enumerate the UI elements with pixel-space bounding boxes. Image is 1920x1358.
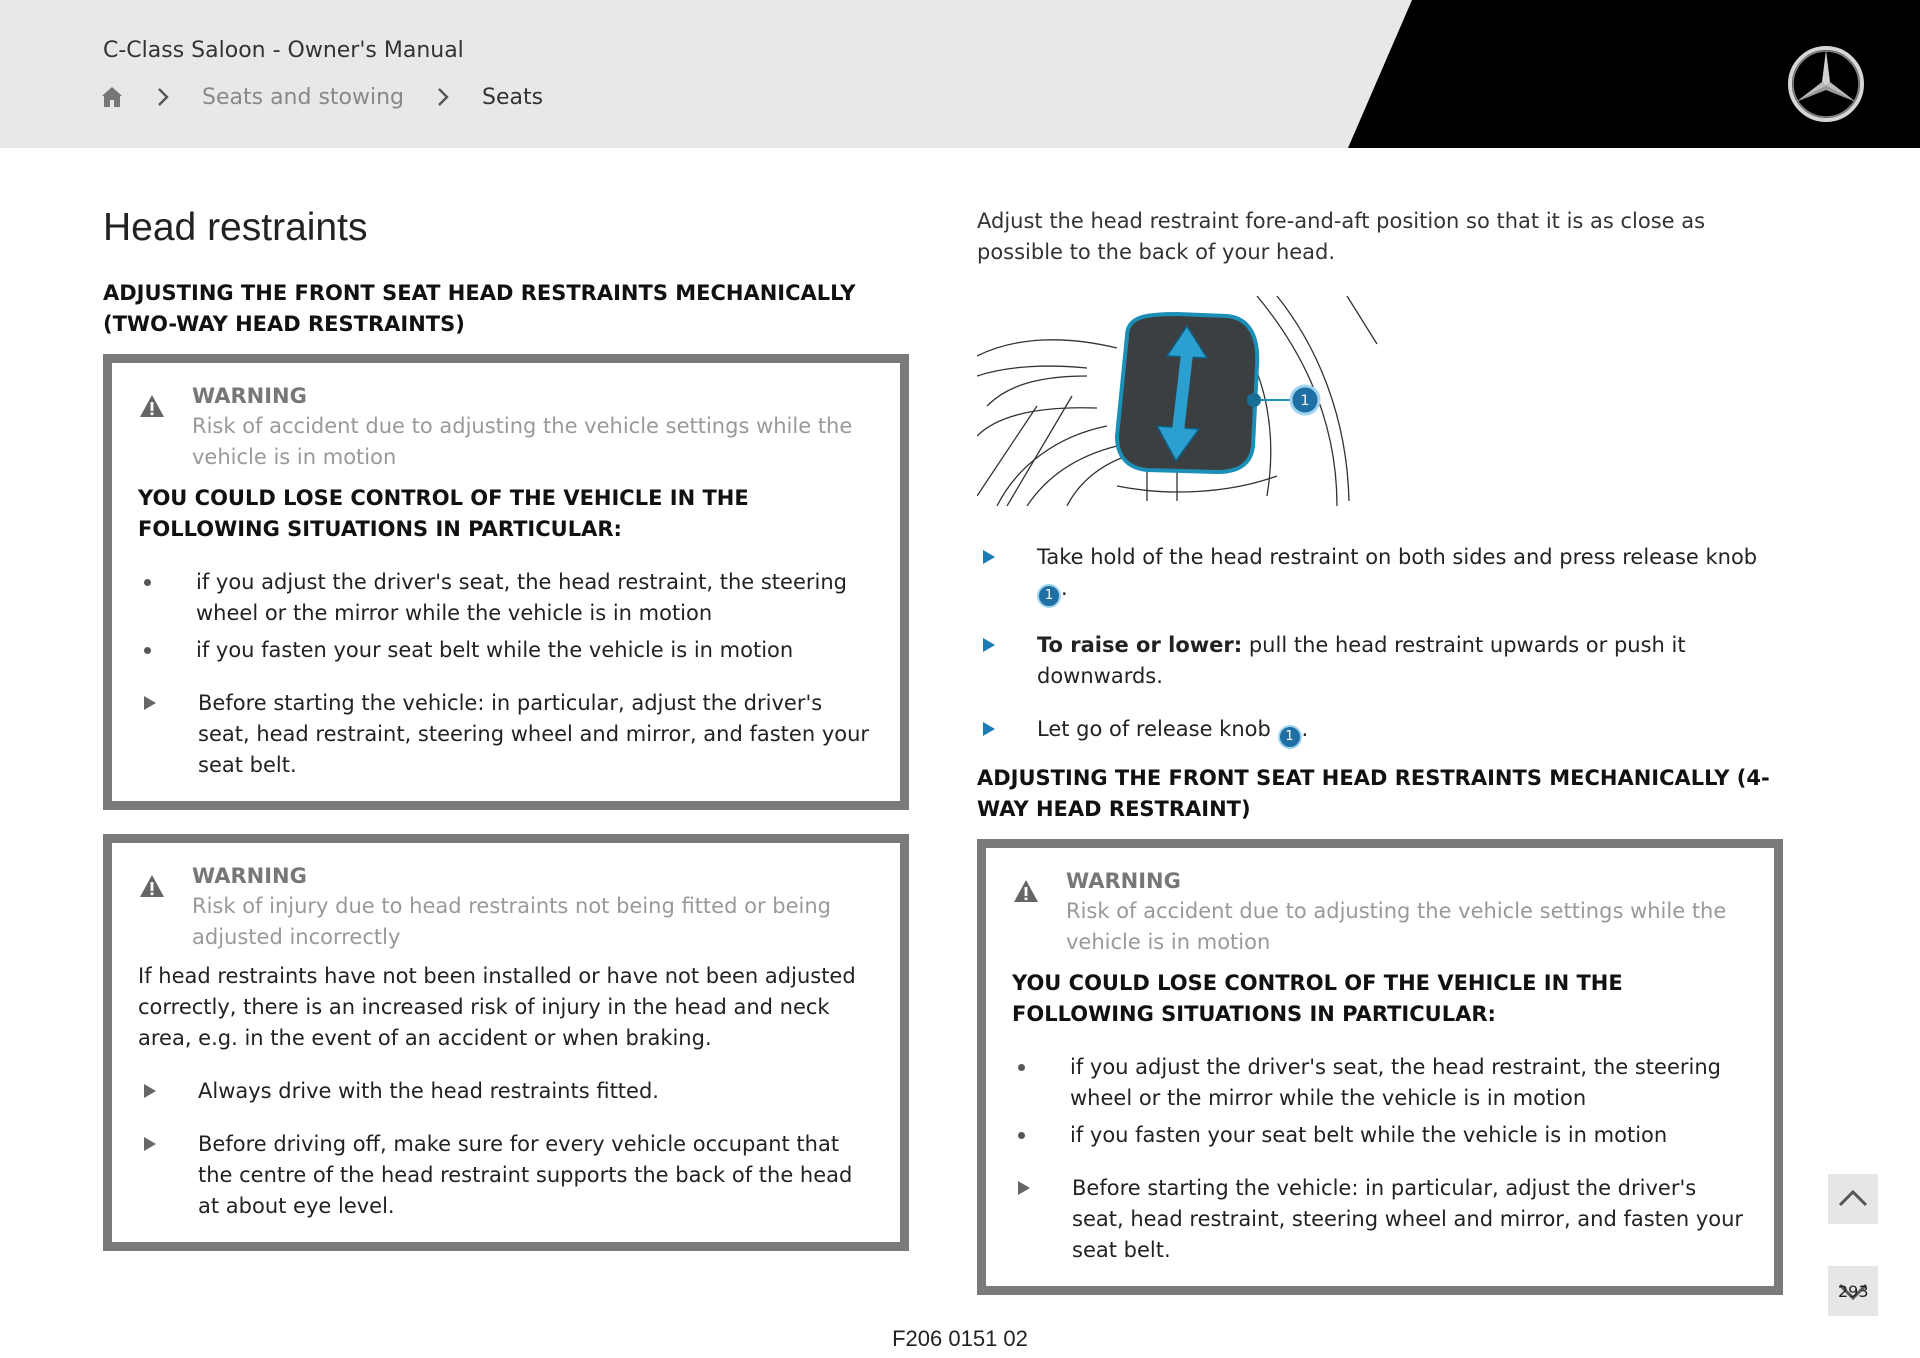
instruction-step: Before driving off, make sure for every vehicle occupant that the centre of the head restraint supports the back of the head at about eye level. [138,1129,874,1222]
breadcrumb-current-seats: Seats [482,84,544,110]
instruction-step: Before starting the vehicle: in particular, adjust the driver's seat, head restraint, steering wheel and mirror, and fasten your seat belt. [138,688,874,781]
warning-subtitle: Risk of accident due to adjusting the vehicle settings while the vehicle is in motion [1066,899,1727,954]
head-restraint-illustration [977,296,1397,506]
warning-title: WARNING [192,384,307,408]
list-item: if you fasten your seat belt while the vehicle is in motion [1012,1120,1748,1151]
list-item: if you fasten your seat belt while the vehicle is in motion [138,635,874,666]
warning-header [138,861,874,953]
bullet-dot-icon [144,579,151,586]
list-item: if you adjust the driver's seat, the head restraint, the steering wheel or the mirror while the vehicle is in motion [1012,1052,1748,1114]
release-knob-marker: 1 [1278,725,1302,749]
list-item: if you adjust the driver's seat, the head restraint, the steering wheel or the mirror while the vehicle is in motion [138,567,874,629]
instruction-step: Let go of release knob 1 . [977,714,1783,749]
release-knob-marker: 1 [1037,584,1061,608]
step-arrow-icon [144,696,156,710]
chevron-right-icon [156,87,170,107]
section-heading-four-way: ADJUSTING THE FRONT SEAT HEAD RESTRAINTS MECHANICALLY (4-WAY HEAD RESTRAINT) [977,766,1770,821]
instruction-step: Take hold of the head restraint on both sides and press release knob 1 . [977,542,1783,608]
breadcrumb [100,82,543,112]
chevron-up-icon [1828,1174,1878,1224]
step-arrow-icon [983,638,995,652]
callout-number: 1 [1300,393,1310,409]
instruction-step: To raise or lower: pull the head restraint upwards or push it downwards. [977,630,1783,692]
scroll-up-button[interactable] [1828,1174,1878,1224]
chevron-right-icon [436,87,450,107]
warning-box-accident [103,354,909,810]
right-column [977,206,1783,1319]
warning-triangle-icon [138,873,166,899]
instruction-step: Before starting the vehicle: in particular, adjust the driver's seat, head restraint, steering wheel and mirror, and fasten your seat belt. [1012,1173,1748,1266]
warning-triangle-icon [1012,878,1040,904]
warning-caps-text: YOU COULD LOSE CONTROL OF THE VEHICLE IN THE FOLLOWING SITUATIONS IN PARTICULAR: [1012,971,1623,1026]
step-arrow-icon [983,550,995,564]
warning-bullet-list [1012,1052,1748,1151]
warning-header [1012,866,1748,958]
warning-bullet-list [138,567,874,666]
warning-caps-text: YOU COULD LOSE CONTROL OF THE VEHICLE IN THE FOLLOWING SITUATIONS IN PARTICULAR: [138,486,749,541]
breadcrumb-link-seats-and-stowing[interactable]: Seats and stowing [202,84,405,110]
figure-code: F206 0151 02 [892,1326,1028,1351]
warning-title: WARNING [1066,869,1181,893]
step-arrow-icon [144,1137,156,1151]
instruction-step: Always drive with the head restraints fitted. [138,1076,874,1107]
warning-triangle-icon [138,393,166,419]
warning-subtitle: Risk of accident due to adjusting the vehicle settings while the vehicle is in motion [192,414,853,469]
step-arrow-icon [144,1084,156,1098]
document-title: C-Class Saloon - Owner's Manual [103,38,464,63]
home-icon[interactable] [100,85,124,109]
bullet-dot-icon [1018,1064,1025,1071]
intro-paragraph: Adjust the head restraint fore-and-aft position so that it is as close as possible to the back of your head. [977,209,1706,264]
header-black-band [0,0,1920,148]
warning-header [138,381,874,473]
warning-body-text: If head restraints have not been installed or have not been adjusted correctly, there is an increased risk of injury in the head and neck area, e.g. in the event of an accident or when braking. [138,964,856,1050]
warning-box-accident-4way [977,839,1783,1295]
mercedes-star-logo [1786,44,1866,124]
warning-box-injury [103,834,909,1251]
step-arrow-icon [1018,1181,1030,1195]
header-bar [0,0,1920,148]
section-heading-two-way: ADJUSTING THE FRONT SEAT HEAD RESTRAINTS MECHANICALLY (TWO-WAY HEAD RESTRAINTS) [103,281,856,336]
page-number: 293 [1838,1282,1869,1301]
step-arrow-icon [983,722,995,736]
bullet-dot-icon [1018,1132,1025,1139]
warning-title: WARNING [192,864,307,888]
bullet-dot-icon [144,647,151,654]
left-column [103,200,909,1275]
page-title: Head restraints [103,206,368,249]
step-bold-label: To raise or lower: [1037,633,1243,657]
warning-subtitle: Risk of injury due to head restraints not being fitted or being adjusted incorrectly [192,894,831,949]
